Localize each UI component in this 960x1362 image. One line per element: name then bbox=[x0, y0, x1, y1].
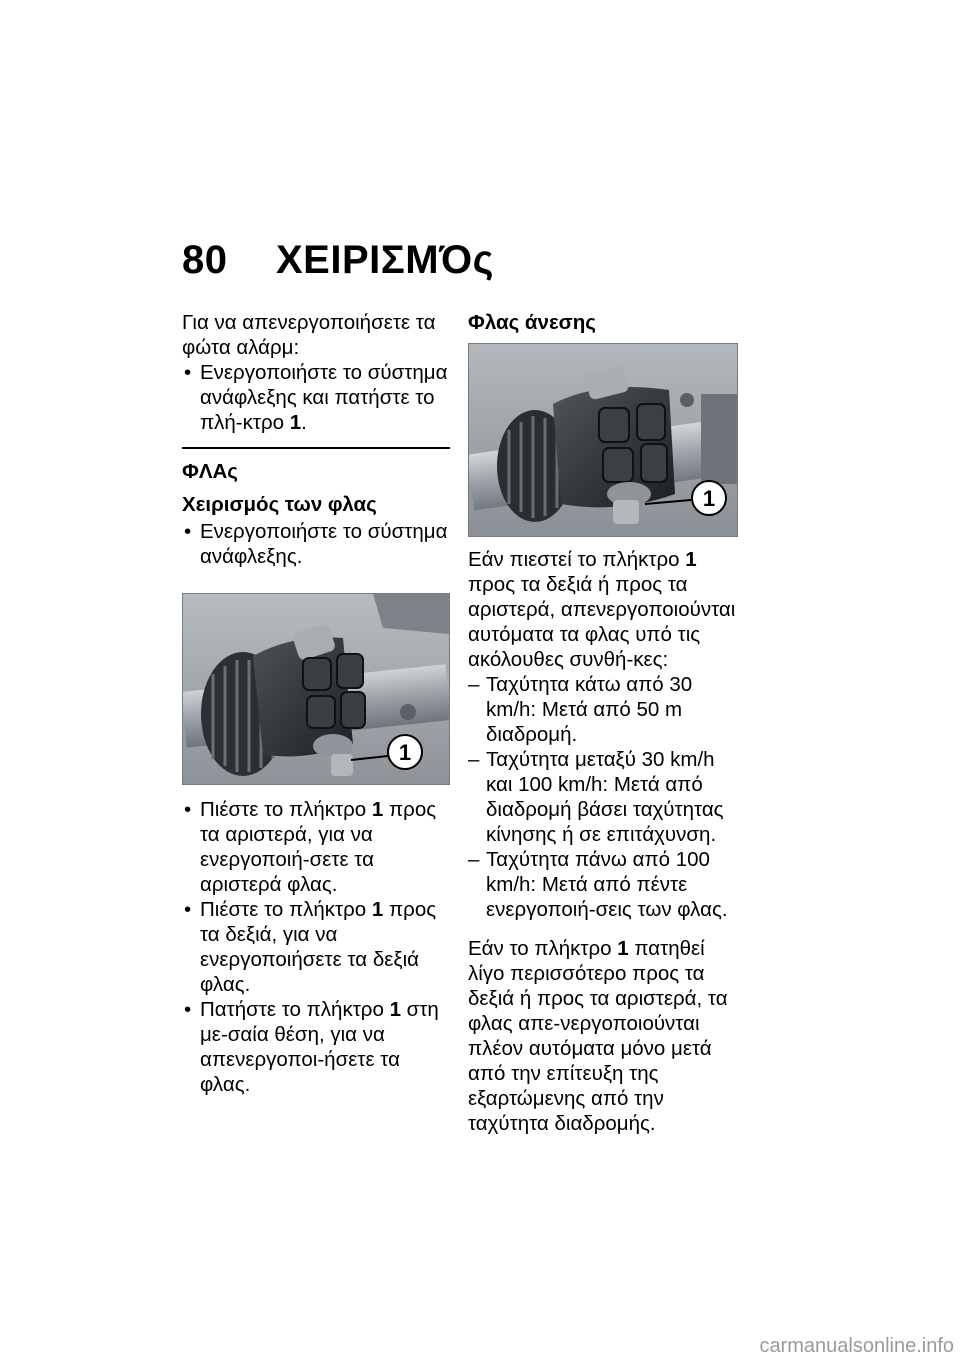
page-header bbox=[182, 238, 494, 283]
condition-item: – Ταχύτητα πάνω από 100 km/h: Μετά από πέντε ενεργοποιή-σεις των φλας. bbox=[468, 847, 740, 922]
handlebar-switch-closeup-illustration bbox=[469, 344, 737, 536]
condition-item: – Ταχύτητα κάτω από 30 km/h: Μετά από 50 m διαδρομή. bbox=[468, 672, 740, 747]
comfort-switch-figure bbox=[468, 343, 738, 537]
figure-callout: 1 bbox=[702, 486, 716, 511]
bullet-ignition: • Ενεργοποιήστε το σύστημα ανάφλεξης. bbox=[182, 519, 450, 569]
bullet-left-indicator: • Πιέστε το πλήκτρο 1 προς τα αριστερά, για να ενεργοποιή-σετε τα αριστερά φλας. bbox=[182, 797, 450, 897]
key-ref: 1 bbox=[389, 998, 401, 1021]
subheading: Χειρισμός των φλας bbox=[182, 493, 377, 516]
key-ref: 1 bbox=[685, 548, 697, 571]
comfort-para-2: Εάν το πλήκτρο 1 πατηθεί λίγο περισσότερο προς τα δεξιά ή προς τα αριστερά, τα φλας απε-νεργοποιούνται πλέον αυτόματα μόνο μετά από την επίτευξη της εξαρτώμενης από την ταχύτητα διαδρομής. bbox=[468, 937, 728, 1135]
condition-item: – Ταχύτητα μεταξύ 30 km/h και 100 km/h: Μετά από διαδρομή βάσει ταχύτητας κίνησης ή σε επιτάχυνση. bbox=[468, 747, 740, 847]
chapter-title: ΧΕΙΡΙΣΜΌς bbox=[276, 238, 494, 282]
key-ref: 1 bbox=[371, 798, 384, 821]
section-divider bbox=[182, 447, 450, 449]
handlebar-switch-figure bbox=[182, 593, 450, 785]
hazard-intro: Για να απενεργοποιήσετε τα φώτα αλάρμ: bbox=[182, 311, 436, 359]
watermark: carmanualsonline.info bbox=[759, 1335, 954, 1357]
bullet-cancel-indicator: • Πατήστε το πλήκτρο 1 στη με-σαία θέση, για να απενεργοποι-ήσετε τα φλας. bbox=[182, 997, 450, 1097]
key-ref: 1 bbox=[289, 411, 302, 434]
comfort-heading: Φλας άνεσης bbox=[468, 311, 596, 334]
figure-callout: 1 bbox=[398, 740, 412, 765]
bullet-right-indicator: • Πιέστε το πλήκτρο 1 προς τα δεξιά, για να ενεργοποιήσετε τα δεξιά φλας. bbox=[182, 897, 450, 997]
key-ref: 1 bbox=[617, 937, 629, 960]
hazard-bullet: • Ενεργοποιήστε το σύστημα ανάφλεξης και πατήστε το πλή-κτρο 1. bbox=[182, 360, 450, 435]
page-number: 80 bbox=[182, 238, 228, 282]
section-title: ΦΛΑς bbox=[182, 460, 238, 483]
right-column bbox=[468, 310, 740, 1136]
comfort-para-1: Εάν πιεστεί το πλήκτρο 1 προς τα δεξιά ή προς τα αριστερά, απενεργοποιούνται αυτόματα τα φλας υπό τις ακόλουθες συνθή-κες: bbox=[468, 548, 736, 671]
key-ref: 1 bbox=[371, 898, 384, 921]
left-column bbox=[182, 310, 450, 1097]
handlebar-switch-illustration bbox=[183, 594, 449, 784]
